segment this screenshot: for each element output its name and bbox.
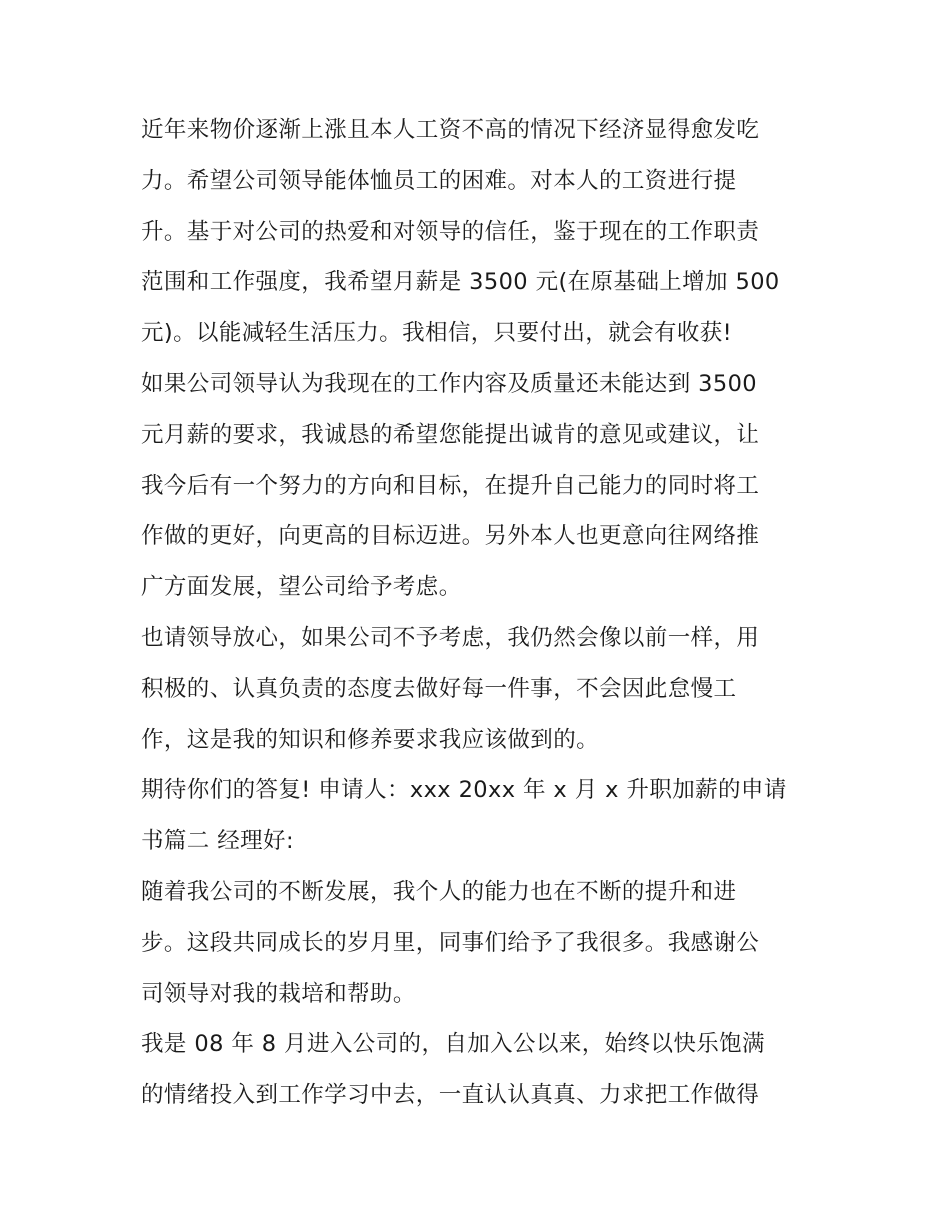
text-line: 范围和工作强度，我希望月薪是 3500 元(在原基础上增加 500 — [141, 269, 780, 296]
text-line: 我是 08 年 8 月进入公司的，自加入公以来，始终以快乐饱满 — [141, 1031, 765, 1058]
text-line: 作，这是我的知识和修养要求我应该做到的。 — [141, 726, 600, 753]
text-line: 的情绪投入到工作学习中去，一直认认真真、力求把工作做得 — [141, 1082, 760, 1109]
text-line: 积极的、认真负责的态度去做好每一件事，不会因此怠慢工 — [141, 675, 737, 702]
text-line: 书篇二 经理好: — [141, 828, 294, 855]
text-line: 力。希望公司领导能体恤员工的困难。对本人的工资进行提 — [141, 167, 737, 194]
text-line: 期待你们的答复! 申请人：xxx 20xx 年 x 月 x 升职加薪的申请 — [141, 777, 787, 804]
text-line: 作做的更好，向更高的目标迈进。另外本人也更意向往网络推 — [141, 523, 760, 550]
text-line: 随着我公司的不断发展，我个人的能力也在不断的提升和进 — [141, 878, 737, 905]
text-line: 也请领导放心，如果公司不予考虑，我仍然会像以前一样，用 — [141, 624, 760, 651]
text-line: 我今后有一个努力的方向和目标，在提升自己能力的同时将工 — [141, 472, 760, 499]
text-line: 升。基于对公司的热爱和对领导的信任，鉴于现在的工作职责 — [141, 218, 760, 245]
text-line: 近年来物价逐渐上涨且本人工资不高的情况下经济显得愈发吃 — [141, 117, 760, 143]
document-body — [141, 105, 816, 1121]
text-line: 司领导对我的栽培和帮助。 — [141, 980, 416, 1007]
text-line: 元)。以能减轻生活压力。我相信，只要付出，就会有收获! — [141, 320, 733, 347]
text-line: 步。这段共同成长的岁月里，同事们给予了我很多。我感谢公 — [141, 929, 760, 956]
text-line: 元月薪的要求，我诚恳的希望您能提出诚肯的意见或建议，让 — [141, 421, 760, 448]
text-line: 广方面发展，望公司给予考虑。 — [141, 574, 462, 601]
text-line: 如果公司领导认为我现在的工作内容及质量还未能达到 3500 — [141, 370, 758, 397]
